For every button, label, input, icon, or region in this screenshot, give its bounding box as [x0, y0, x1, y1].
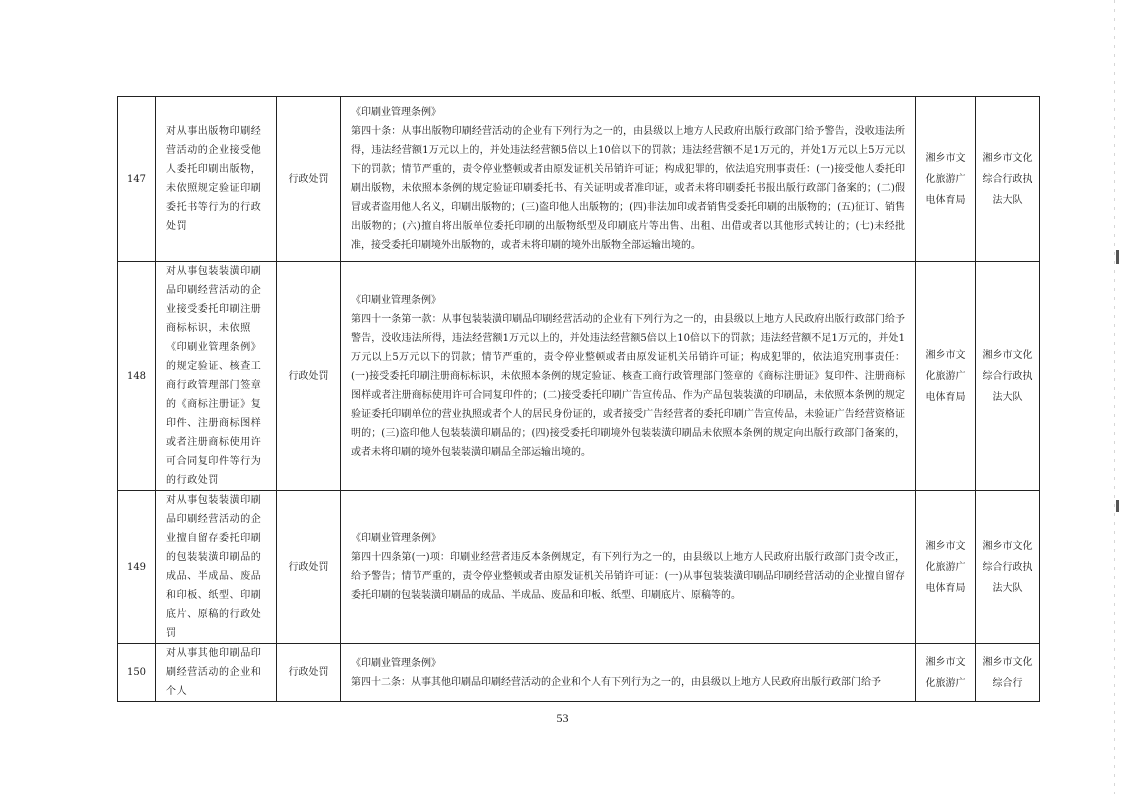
law-body: 第四十一条第一款：从事包装装潢印刷品印刷经营活动的企业有下列行为之一的，由县级以上地方人民政府出版行政部门给予警告，没收违法所得，违法经营额1万元以上的，并处违法经营额5倍以上10倍以下的罚款；违法经营额不足1万元的，并处1万元以上5万元以下的罚款；情节严重的，责令停业整顿或者由原发证机关吊销许可证；构成犯罪的，依法追究刑事责任：(一)接受委托印刷注册商标标识，未依照本条例的规定验证、核查工商行政管理部门签章的《商标注册证》复印件、注册商标图样或者注册商标使用许可合同复印件的；(二)接受委托印刷广告宣传品、作为产品包装装潢的印刷品，未依照本条例的规定验证委托印刷单位的营业执照或者个人的居民身份证的，或者接受广告经营者的委托印刷广告宣传品，未验证广告经营资格证明的；(三)盗印他人包装装潢印刷品的；(四)接受委托印刷境外包装装潢印刷品未依照本条例的规定向出版行政部门备案的，或者未将印刷的境外包装装潢印刷品全部运输出境的。	[351, 313, 905, 458]
law-body: 第四十四条第(一)项：印刷业经营者违反本条例规定，有下列行为之一的，由县级以上地方人民政府出版行政部门责令改正，给予警告；情节严重的，责令停业整顿或者由原发证机关吊销许可证：(一)从事包装装潢印刷品印刷经营活动的企业擅自留存委托印刷的包装装潢印刷品的成品、半成品、废品和印板、纸型、印刷底片、原稿等的。	[351, 552, 905, 601]
row-number: 150	[118, 644, 156, 702]
agency-text: 湘乡市文化综合行政执法大队	[982, 540, 1033, 594]
agency-text: 湘乡市文化综合行	[982, 656, 1033, 689]
law-title: 《印刷业管理条例》	[351, 657, 441, 669]
department-text: 湘乡市文化旅游广电体育局	[925, 349, 966, 403]
item-name-text: 对从事其他印刷品印刷经营活动的企业和个人	[166, 648, 262, 697]
law-body: 第四十条：从事出版物印刷经营活动的企业有下列行为之一的，由县级以上地方人民政府出版行政部门给予警告，没收违法所得，违法经营额1万元以上的，并处违法经营额5倍以上10倍以下的罚款；违法经营额不足1万元的，并处1万元以上5万元以下的罚款；情节严重的，责令停业整顿或者由原发证机关吊销许可证；构成犯罪的，依法追究刑事责任：(一)接受他人委托印刷出版物，未依照本条例的规定验证印刷委托书、有关证明或者准印证，或者未将印刷委托书报出版行政部门备案的；(二)假冒或者盗用他人名义，印刷出版物的；(三)盗印他人出版物的；(四)非法加印或者销售受委托印刷的出版物的；(五)征订、销售出版物的；(六)擅自将出版单位委托印刷的出版物纸型及印刷底片等出售、出租、出借或者以其他形式转让的；(七)未经批准，接受委托印刷境外出版物的，或者未将印刷的境外出版物全部运输出境的。	[351, 126, 905, 251]
responsible-department	[916, 491, 976, 644]
agency-text: 湘乡市文化综合行政执法大队	[982, 349, 1033, 403]
item-type: 行政处罚	[277, 644, 341, 702]
department-text: 湘乡市文化旅游广电体育局	[925, 540, 966, 594]
legal-basis	[341, 262, 916, 491]
scan-artifact-mark	[1116, 500, 1119, 512]
responsible-department	[916, 644, 976, 702]
item-name	[156, 491, 277, 644]
responsible-department	[916, 262, 976, 491]
item-type: 行政处罚	[277, 262, 341, 491]
law-body: 第四十二条：从事其他印刷品印刷经营活动的企业和个人有下列行为之一的，由县级以上地方人民政府出版行政部门给予	[351, 676, 881, 688]
row-number: 149	[118, 491, 156, 644]
item-type: 行政处罚	[277, 97, 341, 262]
law-title: 《印刷业管理条例》	[351, 533, 441, 544]
legal-basis	[341, 644, 916, 702]
department-text: 湘乡市文化旅游广电体育局	[925, 152, 966, 206]
responsible-department	[916, 97, 976, 262]
item-name	[156, 644, 277, 702]
table-row	[118, 97, 1040, 262]
executing-agency	[976, 644, 1040, 702]
item-name	[156, 262, 277, 491]
table-row	[118, 262, 1040, 491]
executing-agency	[976, 491, 1040, 644]
law-title: 《印刷业管理条例》	[351, 294, 441, 306]
penalty-table	[117, 96, 1040, 702]
department-text: 湘乡市文化旅游广	[925, 656, 966, 689]
item-name-text: 对从事出版物印刷经营活动的企业接受他人委托印刷出版物，未依照规定验证印刷委托书等行为的行政处罚	[166, 126, 262, 232]
agency-text: 湘乡市文化综合行政执法大队	[982, 152, 1033, 206]
table-row	[118, 644, 1040, 702]
item-name	[156, 97, 277, 262]
executing-agency	[976, 262, 1040, 491]
row-number: 148	[118, 262, 156, 491]
item-type: 行政处罚	[277, 491, 341, 644]
scan-artifact-mark	[1116, 250, 1119, 264]
item-name-text: 对从事包装装潢印刷品印刷经营活动的企业接受委托印刷注册商标标识，未依照《印刷业管理条例》的规定验证、核查工商行政管理部门签章的《商标注册证》复印件、注册商标图样或者注册商标使用许可合同复印件等行为的行政处罚	[166, 266, 262, 486]
table-row	[118, 491, 1040, 644]
law-title: 《印刷业管理条例》	[351, 107, 441, 118]
legal-basis	[341, 491, 916, 644]
page-number: 53	[556, 711, 569, 725]
item-name-text: 对从事包装装潢印刷品印刷经营活动的企业擅自留存委托印刷的包装装潢印刷品的成品、半成品、废品和印板、纸型、印刷底片、原稿的行政处罚	[166, 495, 262, 639]
executing-agency	[976, 97, 1040, 262]
scan-edge-shadow	[1114, 0, 1115, 794]
legal-basis	[341, 97, 916, 262]
row-number: 147	[118, 97, 156, 262]
